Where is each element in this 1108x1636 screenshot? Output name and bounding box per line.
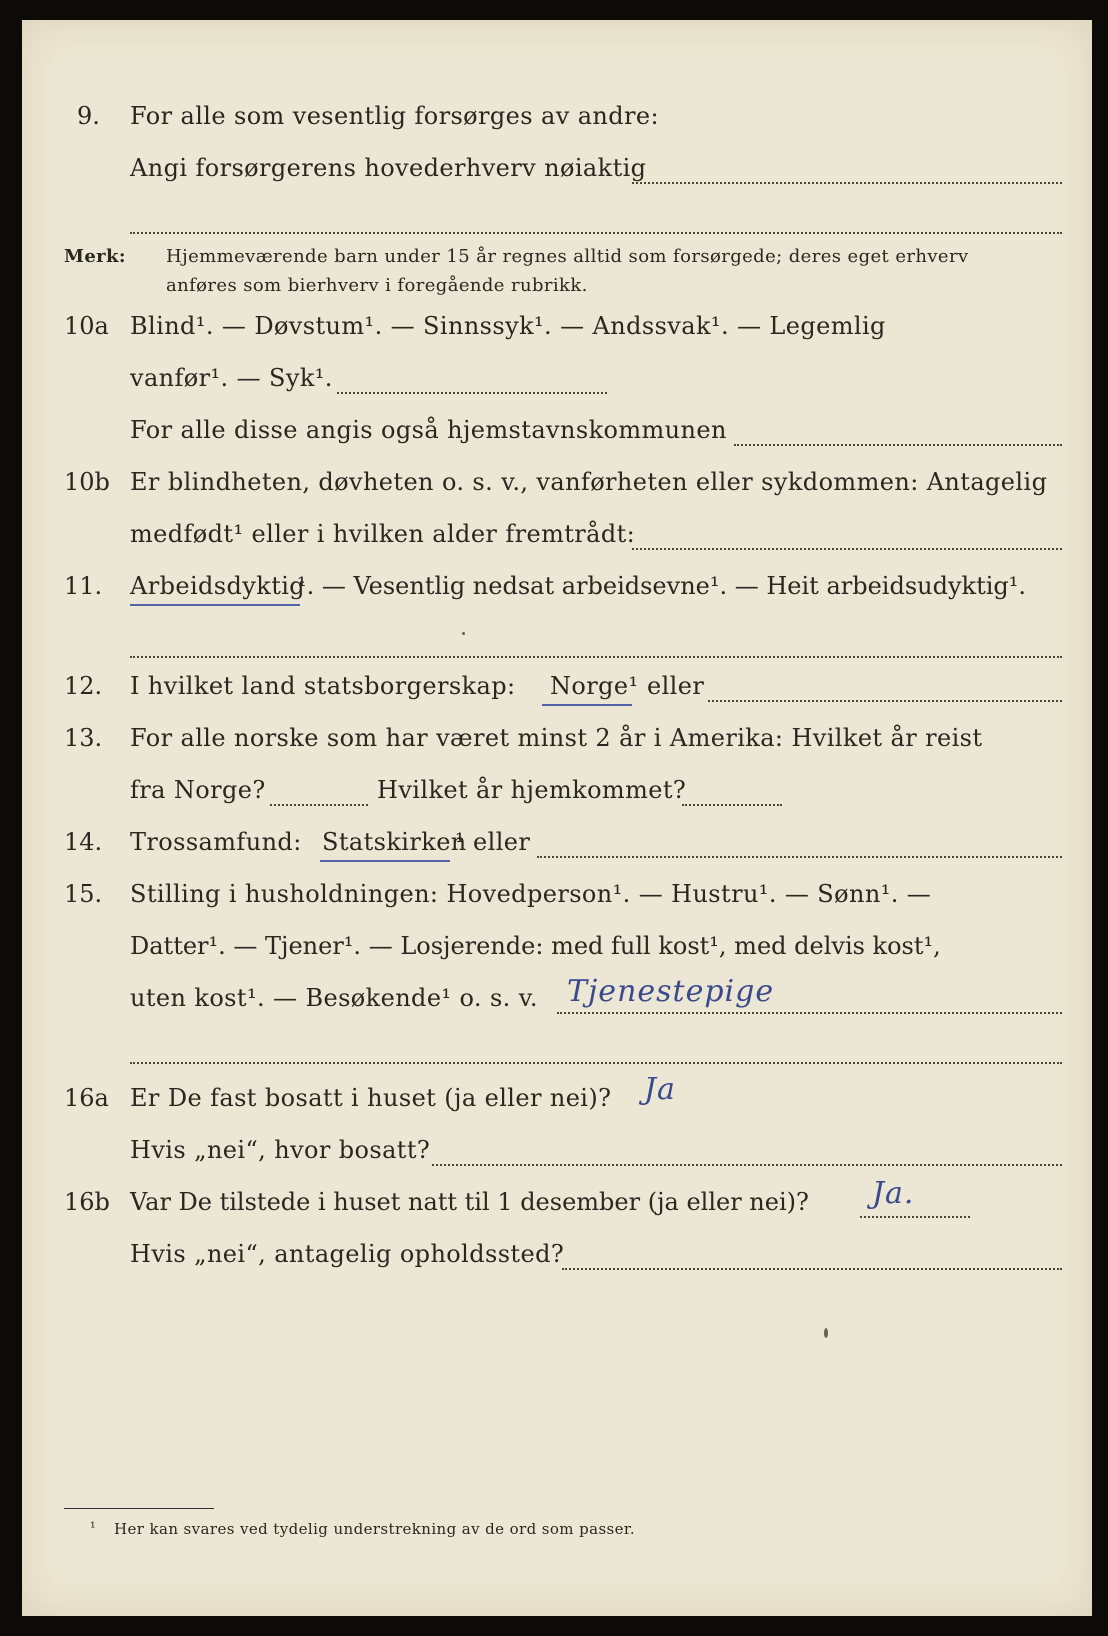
q14-underline-mark <box>320 860 450 862</box>
q9-answer-line[interactable] <box>632 182 1062 184</box>
merk-line1: Hjemmeværende barn under 15 år regnes alltid som forsørgede; deres eget erhverv <box>166 246 969 267</box>
ink-speck <box>824 1328 828 1338</box>
q16a-handwritten-answer: Ja <box>644 1072 676 1107</box>
q11-rest: ¹. — Vesentlig nedsat arbeidsevne¹. — Heit arbeidsudyktig¹. <box>297 572 1026 600</box>
q15-line1: Stilling i husholdningen: Hovedperson¹. — Hustru¹. — Sønn¹. — <box>130 880 932 908</box>
q10a-line1: Blind¹. — Døvstum¹. — Sinnssyk¹. — Andssvak¹. — Legemlig <box>130 312 886 340</box>
q12-number: 12. <box>64 672 103 700</box>
q16a-bosatt-answer-line[interactable] <box>432 1164 1062 1166</box>
q16b-line2: Hvis „nei“, antagelig opholdssted? <box>130 1240 565 1268</box>
q16b-line1: Var De tilstede i huset natt til 1 desember (ja eller nei)? <box>130 1188 809 1216</box>
q12-prefix: I hvilket land statsborgerskap: <box>130 672 516 700</box>
q16b-opholdssted-answer-line[interactable] <box>562 1268 1062 1270</box>
q11-answer-line[interactable] <box>130 656 1062 658</box>
q13-number: 13. <box>64 724 103 752</box>
q15-handwritten-answer: Tjenestepige <box>567 974 775 1009</box>
q9-number: 9. <box>77 102 100 130</box>
q15-line2: Datter¹. — Tjener¹. — Losjerende: med full kost¹, med delvis kost¹, <box>130 932 941 960</box>
q16a-line2: Hvis „nei“, hvor bosatt? <box>130 1136 431 1164</box>
q10a-syk-answer-line[interactable] <box>337 392 607 394</box>
q11-arbeidsdyktig: Arbeidsdyktig <box>130 572 306 600</box>
q14-answer-line[interactable] <box>537 856 1062 858</box>
q15-answer-line[interactable] <box>557 1012 1062 1014</box>
q13-line2b: Hvilket år hjemkommet? <box>377 776 687 804</box>
ink-speck <box>462 632 465 635</box>
q10b-answer-line[interactable] <box>632 548 1062 550</box>
q14-number: 14. <box>64 828 103 856</box>
q11-number: 11. <box>64 572 103 600</box>
q10b-number: 10b <box>64 468 110 496</box>
q14-prefix: Trossamfund: <box>130 828 302 856</box>
q12-norge: Norge¹ <box>550 672 639 700</box>
census-form-page <box>22 20 1092 1616</box>
q9-extra-answer-line[interactable] <box>130 232 1062 234</box>
q13-line2a: fra Norge? <box>130 776 266 804</box>
q13-hjemkommet-answer-line[interactable] <box>682 804 782 806</box>
q15-extra-answer-line[interactable] <box>130 1062 1062 1064</box>
merk-line2: anføres som bierhverv i foregående rubrikk. <box>166 275 588 296</box>
footnote-text: Her kan svares ved tydelig understrekning av de ord som passer. <box>114 1520 636 1538</box>
q16b-answer-line[interactable] <box>860 1216 970 1218</box>
q12-suffix: eller <box>647 672 705 700</box>
q16a-number: 16a <box>64 1084 109 1112</box>
q10a-kommune-answer-line[interactable] <box>734 444 1062 446</box>
q10b-line1: Er blindheten, døvheten o. s. v., vanførheten eller sykdommen: Antagelig <box>130 468 1048 496</box>
merk-label: Merk: <box>64 246 126 267</box>
q15-number: 15. <box>64 880 103 908</box>
q12-answer-line[interactable] <box>708 700 1062 702</box>
q12-underline-mark <box>542 704 632 706</box>
q16a-line1: Er De fast bosatt i huset (ja eller nei)? <box>130 1084 612 1112</box>
q10a-line2: vanfør¹. — Syk¹. <box>130 364 333 392</box>
q13-line1: For alle norske som har været minst 2 år i Amerika: Hvilket år reist <box>130 724 983 752</box>
q13-reist-answer-line[interactable] <box>270 804 368 806</box>
q9-line2: Angi forsørgerens hovederhverv nøiaktig <box>130 154 647 182</box>
q14-statskirken: Statskirken <box>322 828 467 856</box>
q11-underline-mark <box>130 604 300 606</box>
q15-line3: uten kost¹. — Besøkende¹ o. s. v. <box>130 984 538 1012</box>
footnote-mark: ¹ <box>90 1520 97 1536</box>
q10a-line3: For alle disse angis også hjemstavnskommunen <box>130 416 727 444</box>
q14-suffix: ¹ eller <box>455 828 531 856</box>
q9-line1: For alle som vesentlig forsørges av andre: <box>130 102 660 130</box>
q16b-number: 16b <box>64 1188 110 1216</box>
q16b-handwritten-answer: Ja. <box>872 1176 915 1211</box>
footnote-rule <box>64 1508 214 1509</box>
q10a-number: 10a <box>64 312 109 340</box>
q10b-line2: medfødt¹ eller i hvilken alder fremtrådt: <box>130 520 636 548</box>
